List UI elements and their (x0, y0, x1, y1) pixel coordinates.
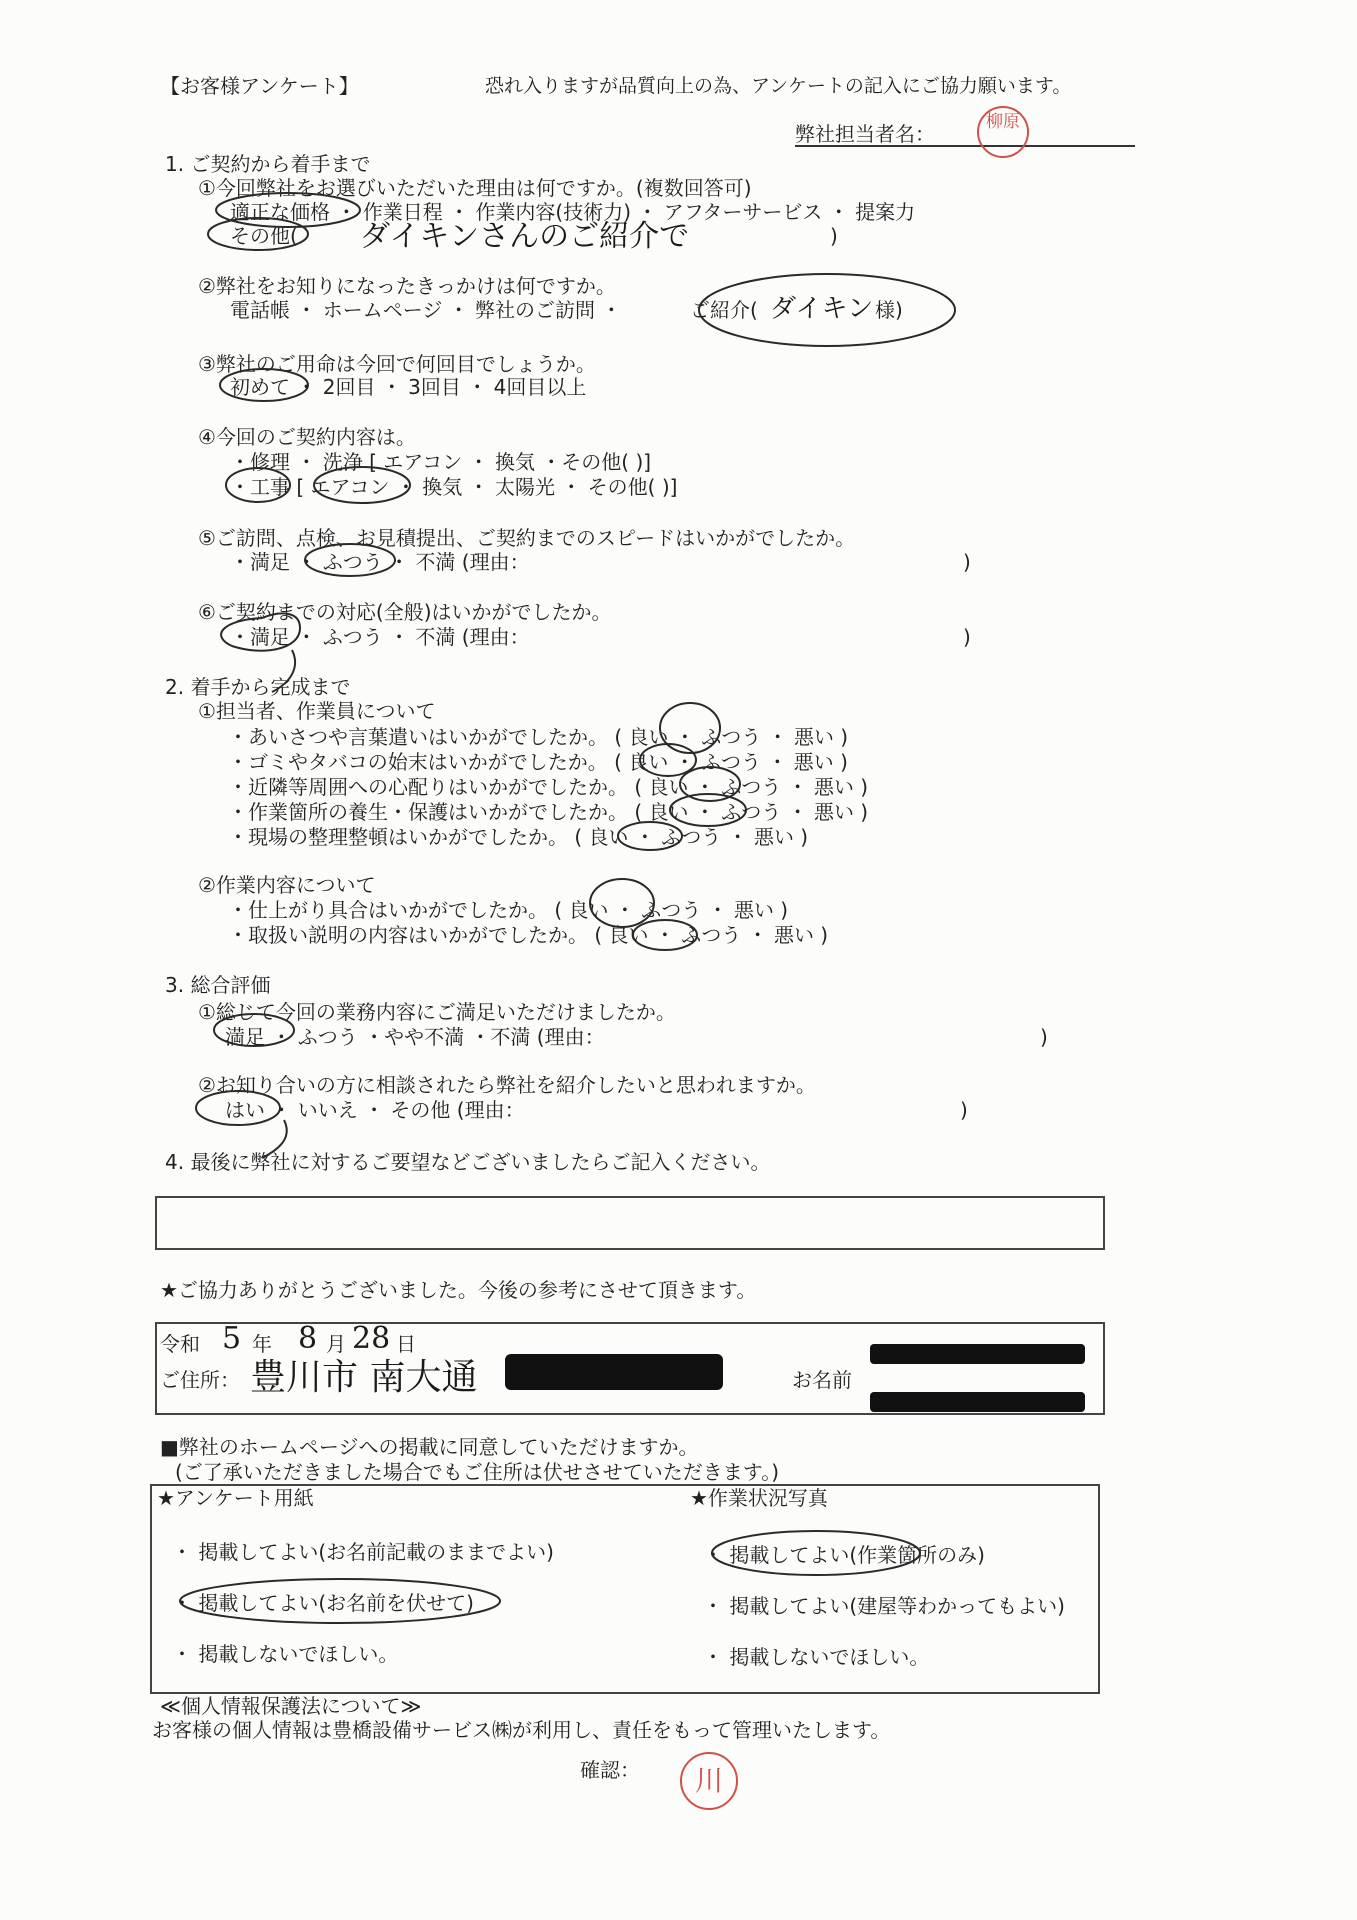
s1-q6-options: ・満足 ・ ふつう ・ 不満 (理由： (230, 625, 530, 649)
publish-right-option-1[interactable]: ・ 掲載してよい(作業箇所のみ) (703, 1543, 985, 1567)
s1-q1-other-close: ) (830, 224, 838, 248)
name-redaction-bottom (870, 1392, 1085, 1412)
publish-left-option-3[interactable]: ・ 掲載しないでほしい。 (172, 1642, 399, 1666)
survey-title: 【お客様アンケート】 (160, 74, 359, 98)
section2-heading: 2. 着手から完成まで (165, 675, 351, 699)
s2-item-trash: ・ゴミやタバコの始末はいかがでしたか。 ( 良い ・ ふつう ・ 悪い ) (228, 750, 848, 774)
s1-q1-question: ①今回弊社をお選びいただいた理由は何ですか。(複数回答可) (198, 176, 752, 200)
confirm-stamp: 川 (680, 1752, 738, 1810)
s1-q5-close: ) (963, 550, 971, 574)
s2-sub2: ②作業内容について (198, 873, 376, 897)
s1-q1-handwritten-reason: ダイキンさんのご紹介で (360, 219, 690, 254)
publish-note: (ご了承いただきました場合でもご住所は伏せさせていただきます。) (175, 1460, 780, 1484)
staff-underline (795, 145, 1135, 147)
s3-q1-options: 満足 ・ ふつう ・やや不満 ・不満 (理由： (225, 1025, 605, 1049)
survey-subtitle: 恐れ入りますが品質向上の為、アンケートの記入にご協力願います。 (485, 75, 1072, 97)
s1-q4-question: ④今回のご契約内容は。 (198, 425, 416, 449)
s2-item-greeting: ・あいさつや言葉遣いはいかがでしたか。 ( 良い ・ ふつう ・ 悪い ) (228, 725, 849, 749)
s3-q2-close: ) (960, 1098, 968, 1122)
section3-heading: 3. 総合評価 (165, 973, 271, 997)
request-textbox[interactable] (155, 1196, 1105, 1250)
month-label: 月 (326, 1332, 346, 1356)
thanks-message: ★ご協力ありがとうございました。今後の参考にさせて頂きます。 (160, 1278, 757, 1302)
s2-sub1: ①担当者、作業員について (198, 699, 436, 723)
s1-q6-close: ) (963, 625, 971, 649)
s1-q4-line2: ・工事 [ エアコン ・ 換気 ・ 太陽光 ・ その他( )] (230, 475, 678, 499)
s2-item-finish: ・仕上がり具合はいかがでしたか。 ( 良い ・ ふつう ・ 悪い ) (228, 898, 789, 922)
section1-heading: 1. ご契約から着手まで (165, 152, 371, 176)
privacy-text: お客様の個人情報は豊橋設備サービス㈱が利用し、責任をもって管理いたします。 (152, 1718, 891, 1742)
s1-q2-options: 電話帳 ・ ホームページ ・ 弊社のご訪問 ・ (230, 298, 622, 322)
s3-q1-question: ①総じて今回の業務内容にご満足いただけましたか。 (198, 1000, 676, 1024)
s3-q2-question: ②お知り合いの方に相談されたら弊社を紹介したいと思われますか。 (198, 1073, 816, 1097)
publish-left-option-2[interactable]: ・ 掲載してよい(お名前を伏せて) (172, 1591, 474, 1615)
publish-left-option-1[interactable]: ・ 掲載してよい(お名前記載のままでよい) (172, 1540, 554, 1564)
month-hw: 8 (298, 1321, 318, 1356)
publish-right-option-3[interactable]: ・ 掲載しないでほしい。 (703, 1645, 930, 1669)
publish-left-title: ★アンケート用紙 (157, 1486, 314, 1510)
s2-item-neighbors: ・近隣等周囲への心配りはいかがでしたか。 ( 良い ・ ふつう ・ 悪い ) (228, 775, 869, 799)
s1-q1-options: 適正な価格 ・ 作業日程 ・ 作業内容(技術力) ・ アフターサービス ・ 提案力 (230, 200, 916, 224)
s1-q4-line1: ・修理 ・ 洗浄 [ エアコン ・ 換気 ・その他( )] (230, 450, 652, 474)
s3-q1-close: ) (1040, 1025, 1048, 1049)
year-label: 年 (252, 1332, 272, 1356)
s1-q3-question: ③弊社のご用命は今回で何回目でしょうか。 (198, 352, 596, 376)
year-hw: 5 (222, 1321, 242, 1356)
name-redaction-top (870, 1344, 1085, 1364)
s1-q2-intro-close: 様) (875, 298, 903, 322)
name-label: お名前 (792, 1368, 852, 1392)
era-label: 令和 (160, 1332, 200, 1356)
s1-q5-options: ・満足 ・ ふつう ・ 不満 (理由： (230, 550, 530, 574)
s1-q2-intro-label: ご紹介( (690, 298, 758, 322)
s3-q2-options: はい ・ いいえ ・ その他 (理由： (225, 1098, 525, 1122)
publish-question: ■弊社のホームページへの掲載に同意していただけますか。 (160, 1435, 699, 1459)
staff-label: 弊社担当者名： (795, 122, 935, 146)
day-hw: 28 (352, 1321, 391, 1356)
address-redaction (505, 1354, 723, 1390)
s2-item-tidiness: ・現場の整理整頓はいかがでしたか。 ( 良い ・ ふつう ・ 悪い ) (228, 825, 809, 849)
s1-q2-question: ②弊社をお知りになったきっかけは何ですか。 (198, 274, 616, 298)
address-hw: 豊川市 南大通 (250, 1357, 478, 1398)
publish-right-title: ★作業状況写真 (690, 1486, 828, 1510)
s2-item-explanation: ・取扱い説明の内容はいかがでしたか。 ( 良い ・ ふつう ・ 悪い ) (228, 923, 829, 947)
s1-q1-other-label: その他( (230, 224, 298, 248)
confirm-label: 確認： (580, 1758, 640, 1782)
address-label: ご住所： (160, 1368, 240, 1392)
s1-q6-question: ⑥ご契約までの対応(全般)はいかがでしたか。 (198, 600, 612, 624)
publish-right-option-2[interactable]: ・ 掲載してよい(建屋等わかってもよい) (703, 1594, 1065, 1618)
day-label: 日 (396, 1332, 416, 1356)
privacy-title: ≪個人情報保護法について≫ (160, 1694, 422, 1718)
s1-q3-options: 初めて ・ 2回目 ・ 3回目 ・ 4回目以上 (230, 375, 587, 399)
s1-q2-intro-handwritten: ダイキン (770, 294, 874, 324)
s1-q5-question: ⑤ご訪問、点検、お見積提出、ご契約までのスピードはいかがでしたか。 (198, 526, 856, 550)
section4-heading: 4. 最後に弊社に対するご要望などございましたらご記入ください。 (165, 1150, 771, 1174)
staff-stamp: 柳原 (977, 106, 1029, 158)
s2-item-protection: ・作業箇所の養生・保護はいかがでしたか。 ( 良い ・ ふつう ・ 悪い ) (228, 800, 869, 824)
